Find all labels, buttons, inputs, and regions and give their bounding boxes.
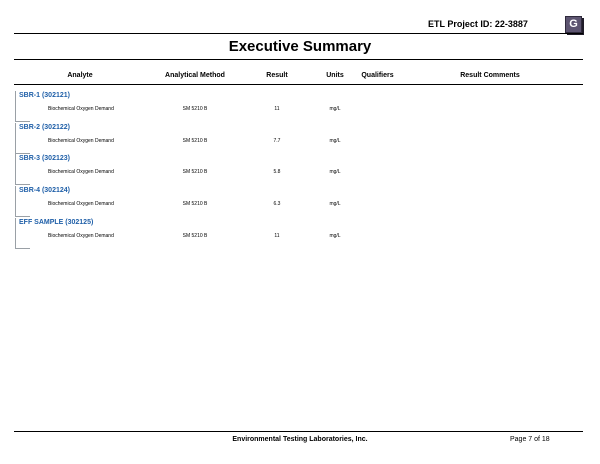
method-cell: SM 5210 B	[182, 169, 208, 175]
header-rule	[14, 33, 583, 34]
result-cell: 11	[274, 106, 280, 112]
col-header-analyte: Analyte	[67, 72, 93, 79]
company-logo-icon: G	[565, 16, 582, 33]
units-cell: mg/L	[329, 169, 341, 175]
result-cell: 11	[274, 233, 280, 239]
units-cell: mg/L	[329, 233, 341, 239]
sample-title: SBR-2 (302122)	[19, 124, 70, 131]
sample-title: EFF SAMPLE (302125)	[19, 219, 94, 226]
table-header-rule	[14, 84, 583, 85]
col-header-units: Units	[326, 72, 344, 79]
page-number: Page 7 of 18	[510, 436, 550, 443]
footer-rule	[14, 431, 583, 432]
table-top-rule	[14, 59, 583, 60]
col-header-qualifiers: Qualifiers	[361, 72, 394, 79]
sample-title: SBR-3 (302123)	[19, 155, 70, 162]
analyte-cell: Biochemical Oxygen Demand	[48, 106, 114, 112]
analyte-cell: Biochemical Oxygen Demand	[48, 201, 114, 207]
col-header-method: Analytical Method	[165, 72, 225, 79]
analyte-cell: Biochemical Oxygen Demand	[48, 169, 114, 175]
result-cell: 7.7	[273, 138, 281, 144]
sample-title: SBR-1 (302121)	[19, 92, 70, 99]
method-cell: SM 5210 B	[182, 138, 208, 144]
result-cell: 5.8	[273, 169, 281, 175]
units-cell: mg/L	[329, 138, 341, 144]
col-header-comments: Result Comments	[460, 72, 520, 79]
method-cell: SM 5210 B	[182, 106, 208, 112]
units-cell: mg/L	[329, 201, 341, 207]
sample-title: SBR-4 (302124)	[19, 187, 70, 194]
col-header-result: Result	[266, 72, 288, 79]
analyte-cell: Biochemical Oxygen Demand	[48, 138, 114, 144]
method-cell: SM 5210 B	[182, 201, 208, 207]
project-id: ETL Project ID: 22-3887	[428, 19, 528, 29]
page-title: Executive Summary	[228, 38, 372, 55]
result-cell: 6.3	[273, 201, 281, 207]
units-cell: mg/L	[329, 106, 341, 112]
method-cell: SM 5210 B	[182, 233, 208, 239]
footer-company: Environmental Testing Laboratories, Inc.	[232, 436, 368, 443]
analyte-cell: Biochemical Oxygen Demand	[48, 233, 114, 239]
